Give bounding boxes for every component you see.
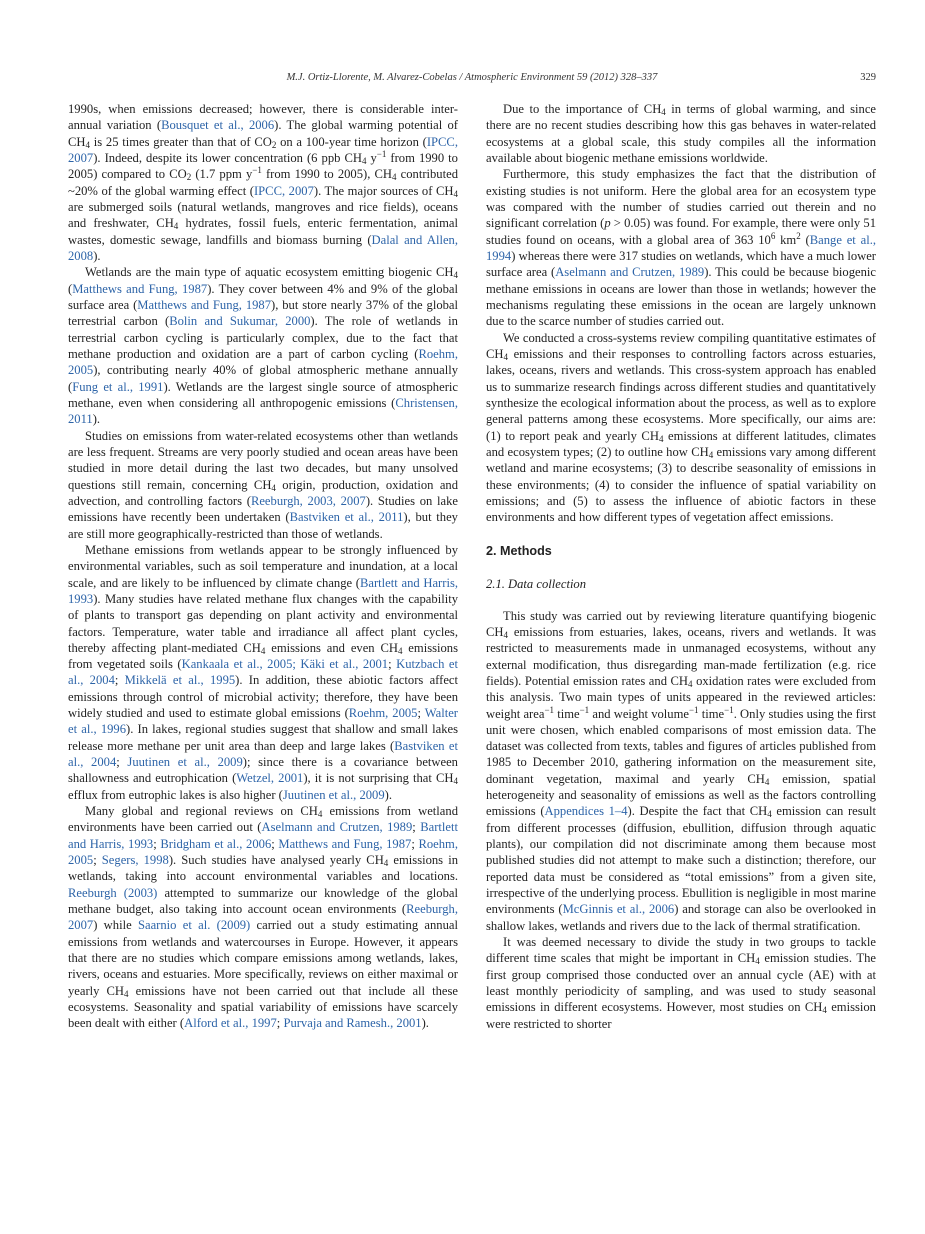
- citation-link[interactable]: Bartlett and Harris, 1993: [68, 820, 458, 851]
- paragraph: It was deemed necessary to divide the study in two groups to tackle different time scales that might be important in $CH_4$ emission studies. The first group comprised those conducted over an annual cycle (AE) with at least monthly periodicity of sampling, and was used to study seasonal emissions in different ecosystems. However, most studies on $CH_4$ emission were restricted to shorter: [486, 935, 876, 1031]
- subscript: 4: [661, 107, 666, 117]
- paragraph: Furthermore, this study emphasizes the fact that the distribution of existing studies is not uniform. Here the global area for an ecosystem type was compared with the number of studies carried out therein and no significant correlation (p > 0.05) was found. For example, there were only 51 studies found on oceans, with a global area of 363 $10^6$ $km^2$ (Bange et al., 1994) whereas there were 317 studies on wetlands, which have a much lower surface area (Aselmann and Crutzen, 1989). This could be because biogenic methane emissions in oceans are lower than those in wetlands; however the mechanisms regulating these emissions in the ocean are largely unknown due to the scarce number of studies carried out.: [486, 167, 876, 329]
- paragraph: Many global and regional reviews on $CH_4$ emissions from wetland environments have been carried out (Aselmann and Crutzen, 1989; Bartlett and Harris, 1993; Bridgham et al., 2006; Matthews and Fung, 1987; Roehm, 2005; Segers, 1998). Such studies have analysed yearly $CH_4$ emissions in wetlands, taking into account environmental variables and locations. Reeburgh (2003) attempted to summarize our knowledge of the global methane budget, also taking into account ocean environments (Reeburgh, 2007) while Saarnio et al. (2009) carried out a study estimating annual emissions from wetlands and watercourses in Europe. However, it appears that there are no studies which compare emissions among wetlands, lakes, rivers, oceans and estuaries. More specifically, reviews on either maximal or yearly $CH_4$ emissions have not been carried out that include all these ecosystems. Seasonality and spatial variability of emissions have scarcely been dealt with either (Alford et al., 1997; Purvaja and Ramesh., 2001).: [68, 804, 459, 1031]
- subscript: 4: [85, 139, 90, 150]
- page-number: 329: [860, 72, 876, 83]
- citation-link[interactable]: Matthews and Fung, 1987: [278, 836, 412, 851]
- subscript: 4: [658, 433, 664, 444]
- paragraph: Studies on emissions from water-related ecosystems other than wetlands are less frequent. Streams are very poorly studied and ocean areas have been studied in more detail during the last two decades, but many unsolved questions still remain, concerning $CH_4$ origin, production, oxidation and advection, and controlling factors (Reeburgh, 2003, 2007). Studies on lake emissions have recently been undertaken (Bastviken et al., 2011), but they are still more geographically-restricted than those of wetlands.: [68, 428, 459, 541]
- citation-link[interactable]: Roehm, 2005: [348, 706, 418, 721]
- subscript: 4: [503, 351, 508, 362]
- superscript: −1: [376, 148, 387, 159]
- subscript: 4: [708, 449, 714, 460]
- citation-link[interactable]: Aselmann and Crutzen, 1989: [555, 265, 705, 280]
- citation-link[interactable]: Reeburgh, 2003, 2007: [250, 493, 366, 508]
- citation-link[interactable]: Bastviken et al., 2011: [289, 510, 404, 525]
- paragraph: We conducted a cross-systems review compiling quantitative estimates of $CH_4$ emissions and their responses to controlling factors across estuaries, lakes, oceans, rivers and wetlands. This cross-system approach has enabled us to summarize research findings across different studies and quantitatively synthesize the ecological information about the process, as well as to explore general patterns among these ecosystems. More specifically, our aims are: (1) to report peak and yearly $CH_4$ emissions at different latitudes, climates and ecosystem types; (2) to outline how $CH_4$ emissions vary among different wetland and marine ecosystems; (3) to describe seasonality of emissions in these environments; (4) to consider the influence of spatial variability on emissions; and (5) to assess the influence of abiotic factors in these environments and how different types of vegetation affect emissions.: [486, 330, 876, 525]
- subscript: 4: [124, 988, 129, 999]
- citation-link[interactable]: Mikkelä et al., 1995: [124, 673, 236, 688]
- citation-link[interactable]: Christensen, 2011: [68, 395, 458, 427]
- subscript: 4: [173, 221, 179, 232]
- subscript: 4: [397, 645, 403, 656]
- citation-link[interactable]: Bartlett and Harris, 1993: [68, 575, 458, 606]
- subsection-heading: 2.1. Data collection: [486, 576, 587, 591]
- left-column: [68, 101, 458, 1032]
- subscript: 4: [755, 956, 760, 967]
- citation-link[interactable]: Bolin and Sukumar, 2000: [169, 314, 311, 329]
- superscript: 6: [770, 230, 776, 241]
- citation-link[interactable]: Juutinen et al., 2009: [282, 787, 385, 802]
- citation-link[interactable]: Roehm, 2005: [68, 836, 458, 868]
- subscript: 4: [317, 809, 323, 820]
- citation-link[interactable]: Appendices 1–4: [544, 804, 628, 819]
- superscript: −1: [724, 704, 734, 715]
- citation-link[interactable]: Reeburgh (2003): [68, 885, 158, 900]
- subscript: 4: [361, 155, 367, 166]
- paragraph: Methane emissions from wetlands appear to be strongly influenced by environmental variables, such as soil temperature and inundation, at a local scale, and are likely to be influenced by climate change (Bartlett and Harris, 1993). Many studies have related methane flux changes with the capability of plants to transport gas depending on plant activity and environmental factors. Temperature, water table and irradiance all affect plant cycles, thereby affecting plant-mediated $CH_4$ emissions and even $CH_4$ emissions from vegetated soils (Kankaala et al., 2005; Käki et al., 2001; Kutzbach et al., 2004; Mikkelä et al., 1995). In addition, these abiotic factors affect emissions through control of microbial activity; therefore, they have been widely studied and used to estimate global emissions (Roehm, 2005; Walter et al., 1996). In lakes, regional studies suggest that shallow and small lakes release more methane per unit area than deep and large lakes (Bastviken et al., 2004; Juutinen et al., 2009); since there is a covariance between shallowness and eutrophication (Wetzel, 2001), it is not surprising that $CH_4$ efflux from eutrophic lakes is also higher (Juutinen et al., 2009).: [68, 542, 459, 802]
- subscript: 4: [764, 776, 770, 787]
- italic-symbol: p: [604, 216, 611, 231]
- citation-link[interactable]: Aselmann and Crutzen, 1989: [261, 820, 413, 835]
- citation-link[interactable]: Bousquet et al., 2006: [161, 118, 275, 133]
- citation-link[interactable]: IPCC, 2007: [253, 183, 314, 198]
- paragraph: 1990s, when emissions decreased; however, there is considerable inter-annual variation (Bousquet et al., 2006). The global warming potential of $CH_4$ is 25 times greater than that of $CO_2$ on a 100-year time horizon (IPCC, 2007). Indeed, despite its lower concentration (6 ppb $CH_4$ $y^{-1}$ from 1990 to 2005) compared to $CO_2$ (1.7 ppm $y^{-1}$ from 1990 to 2005), $CH_4$ contributed ~20% of the global warming effect (IPCC, 2007). The major sources of $CH_4$ are submerged soils (natural wetlands, mangroves and rice fields), oceans and freshwater, $CH_4$ hydrates, fossil fuels, enteric fermentation, animal wastes, domestic sewage, landfills and biomass burning (Dalal and Allen, 2008).: [68, 102, 459, 263]
- paragraph: Due to the importance of $CH_4$ in terms of global warming, and since there are no recent studies describing how this gas behaves in water-related ecosystems at a global scale, this study compiles all the information available about biogenic methane emissions worldwide.: [486, 102, 876, 165]
- citation-link[interactable]: McGinnis et al., 2006: [562, 902, 675, 917]
- citation-link[interactable]: Kankaala et al., 2005; Käki et al., 2001: [181, 657, 389, 672]
- citation-link[interactable]: Segers, 1998: [101, 853, 169, 868]
- citation-link[interactable]: Purvaja and Ramesh., 2001: [283, 1016, 422, 1031]
- subscript: 2: [271, 139, 277, 150]
- running-title: M.J. Ortiz-Llorente, M. Alvarez-Cobelas / Atmospheric Environment 59 (2012) 328–337: [286, 72, 658, 83]
- subscript: 4: [503, 629, 508, 640]
- subscript: 4: [392, 172, 397, 183]
- section-heading: 2. Methods: [486, 543, 552, 558]
- citation-link[interactable]: IPCC, 2007: [68, 134, 458, 165]
- citation-link[interactable]: Reeburgh, 2007: [68, 902, 458, 933]
- citation-link[interactable]: Fung et al., 1991: [72, 379, 164, 394]
- superscript: −1: [252, 165, 262, 176]
- subscript: 4: [822, 1005, 827, 1016]
- subscript: 4: [271, 482, 276, 493]
- right-column: [486, 101, 876, 1032]
- subscript: 4: [260, 645, 266, 656]
- citation-link[interactable]: Saarnio et al. (2009): [137, 918, 251, 933]
- citation-link[interactable]: Bastviken et al., 2004: [68, 738, 459, 770]
- superscript: −1: [544, 704, 555, 715]
- subscript: 4: [453, 270, 458, 281]
- subscript: 2: [186, 172, 192, 183]
- citation-link[interactable]: Kutzbach et al., 2004: [68, 657, 459, 688]
- citation-link[interactable]: Dalal and Allen, 2008: [68, 232, 458, 263]
- paragraph: This study was carried out by reviewing literature quantifying biogenic $CH_4$ emissions from estuaries, lakes, oceans, rivers and wetlands. It was restricted to measurements made in unmanaged ecosystems, without any external modification, thus disregarding man-made fertilization (e.g. rice fields). Potential emission rates and $CH_4$ oxidation rates were excluded from this analysis. Two main types of units appeared in the reviewed articles: weight area$^{-1}$ time$^{-1}$ and weight volume$^{-1}$ time$^{-1}$. Only studies using the first unit were chosen, which enabled comparisons of most emission data. The dataset was collected from texts, tables and figures of articles published from 1985 to December 2010, gathering information on the measurement site, dominant vegetation, maximal and yearly $CH_4$ emission, spatial heterogeneity and seasonality of emissions as well as the factors controlling emissions (Appendices 1–4). Despite the fact that $CH_4$ emission can result from different processes (diffusion, ebullition, diffusion through aquatic plants), our compilation did not discriminate among them because most published studies did not attempt to make such a distinction; therefore, our reported data must be considered as “total emissions” from a given site, irrespective of the underlying process. Ebullition is negligible in most marine environments (McGinnis et al., 2006) and storage can also be overlooked in shallow lakes, wetlands and rivers due to the lack of thermal stratification.: [486, 608, 876, 933]
- running-header: [68, 70, 876, 88]
- citation-link[interactable]: Juutinen et al., 2009: [127, 755, 243, 770]
- subscript: 4: [688, 678, 693, 689]
- superscript: −1: [688, 704, 699, 715]
- superscript: −1: [579, 704, 590, 715]
- citation-link[interactable]: Bange et al., 1994: [486, 232, 876, 263]
- citation-link[interactable]: Matthews and Fung, 1987: [72, 281, 208, 296]
- subscript: 4: [453, 776, 458, 787]
- subscript: 4: [383, 858, 389, 869]
- paragraph: Wetlands are the main type of aquatic ecosystem emitting biogenic $CH_4$ (Matthews and Fung, 1987). They cover between 4% and 9% of the global surface area (Matthews and Fung, 1987), but store nearly 37% of the global terrestrial carbon (Bolin and Sukumar, 2000). The role of wetlands in terrestrial carbon cycling is particularly complex, due to the fact that methane production and oxidation are a part of carbon cycling (Roehm, 2005), contributing nearly 40% of global atmospheric methane annually (Fung et al., 1991). Wetlands are the largest single source of atmospheric methane, even when considering all anthropogenic emissions (Christensen, 2011).: [68, 265, 459, 427]
- citation-link[interactable]: Wetzel, 2001: [236, 771, 304, 786]
- citation-link[interactable]: Roehm, 2005: [68, 346, 458, 378]
- citation-link[interactable]: Matthews and Fung, 1987: [137, 297, 272, 312]
- citation-link[interactable]: Bridgham et al., 2006: [160, 836, 272, 851]
- subscript: 4: [767, 809, 772, 820]
- citation-link[interactable]: Walter et al., 1996: [68, 706, 458, 737]
- citation-link[interactable]: Alford et al., 1997: [184, 1016, 277, 1031]
- subscript: 4: [453, 188, 458, 199]
- superscript: 2: [796, 230, 801, 241]
